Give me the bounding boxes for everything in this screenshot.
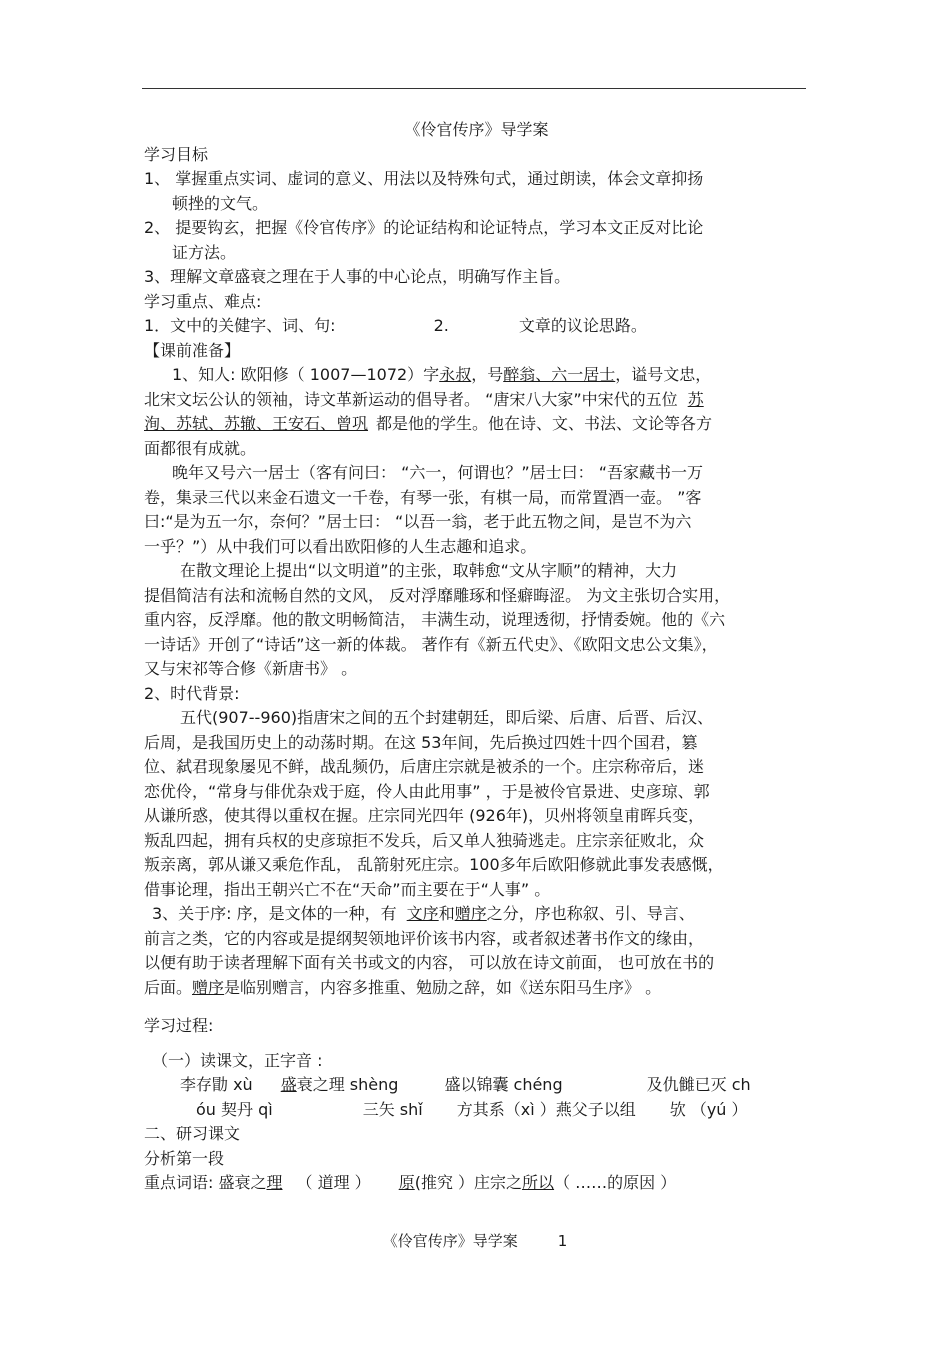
liuyi-line-4: 一乎？”）从中我们可以看出欧阳修的人生志趣和追求。 xyxy=(144,536,537,556)
page-number: 1 xyxy=(557,1232,568,1250)
prose-line-4: 一诗话》开创了“诗话”这一新的体裁。 著作有《新五代史》、《欧阳文忠公文集》， xyxy=(144,634,718,654)
key-points xyxy=(144,314,809,339)
liuyi-line-2: 卷，集录三代以来金石遗文一千卷，有琴一张，有棋一局，而常置酒一壶。 ”客 xyxy=(144,487,702,507)
author-line-3: 洵、苏轼、苏辙、王安石、曾巩 都是他的学生。他在诗、文、书法、文论等各方 xyxy=(144,414,713,433)
vocab-yuan: 原 xyxy=(398,1173,415,1192)
era-line-5: 从谦所惑，使其得以重权在握。庄宗同光四年 (926年)，贝州将领皇甫晖兵变， xyxy=(144,806,705,825)
page-footer xyxy=(0,1230,950,1251)
goals-heading: 学习目标 xyxy=(144,144,209,164)
author-line-1: 1、知人: 欧阳修（ 1007—1072）字永叔，号醉翁、六一居士，谥号文忠， xyxy=(172,365,712,384)
document-body xyxy=(144,118,809,1196)
prose-line-3: 重内容，反浮靡。他的散文明畅简洁， 丰满生动，说理透彻，抒情委婉。他的《六 xyxy=(144,610,726,629)
key-point-2: 文章的议论思路。 xyxy=(518,316,647,335)
key-point-2-num: 2. xyxy=(433,316,449,335)
era-line-4: 恋优伶，“常身与俳优杂戏于庭，伶人由此用事” ，于是被伶官景进、史彦琼、郭 xyxy=(144,781,710,801)
zengxu: 赠序 xyxy=(454,904,487,923)
era-line-6: 叛乱四起，拥有兵权的史彦琼拒不发兵，后又单人独骑逃走。庄宗亲征败北，众 xyxy=(144,830,705,850)
goal-1-line-1: 1、 掌握重点实词、虚词的意义、用法以及特殊句式，通过朗读，体会文章抑扬 xyxy=(144,169,704,188)
author-line-4: 面都很有成就。 xyxy=(144,438,257,458)
study-heading: 二、研习课文 xyxy=(144,1124,241,1143)
liuyi-line-1: 晚年又号六一居士（客有问曰： “六一，何谓也？”居士曰： “吾家藏书一万 xyxy=(172,463,704,482)
prose-line-5: 又与宋祁等合修《新唐书》 。 xyxy=(144,659,358,678)
goal-3: 3、理解文章盛衰之理在于人事的中心论点，明确写作主旨。 xyxy=(144,267,571,286)
page-title: 《伶官传序》导学案 xyxy=(404,120,549,139)
vocab-li: 理 xyxy=(266,1173,283,1192)
key-heading: 学习重点、难点: xyxy=(144,291,262,311)
goal-2-line-1: 2、 提要钩玄，把握《伶官传序》的论证结构和论证特点，学习本文正反对比论 xyxy=(144,218,704,237)
era-line-2: 后周，是我国历史上的动荡时期。在这 53年间，先后换过四姓十四个国君，篡 xyxy=(144,732,698,752)
vocab-suoyi: 所以 xyxy=(522,1173,555,1192)
footer-title: 《伶官传序》导学案 xyxy=(382,1232,518,1250)
read-heading: （一）读课文，正字音 : xyxy=(152,1050,323,1070)
pronunciation-line-2: óu 契丹 qì 三矢 shǐ 方其系（xì ）燕父子以组 欤 （yú ） xyxy=(196,1099,748,1119)
preface-line-3: 以便有助于读者理解下面有关书或文的内容， 可以放在诗文前面， 也可放在书的 xyxy=(144,953,715,972)
para1-heading: 分析第一段 xyxy=(144,1148,225,1168)
liuyi-line-3: 曰:“是为五一尔，奈何？”居士曰： “以吾一翁，老于此五物之间，是岂不为六 xyxy=(144,512,692,531)
process-heading: 学习过程: xyxy=(144,1016,214,1035)
prose-line-2: 提倡简洁有法和流畅自然的文风， 反对浮靡雕琢和怪癖晦涩。 为文主张切合实用， xyxy=(144,585,731,605)
pronunciation-line-1: 李存勖 xù 盛衰之理 shèng 盛以锦囊 chéng 及仇雠已灭 ch xyxy=(180,1075,751,1094)
prep-heading: 【课前准备】 xyxy=(144,340,241,360)
header-rule xyxy=(142,88,806,89)
era-heading: 2、时代背景: xyxy=(144,683,240,703)
preface-line-2: 前言之类，它的内容或是提纲契领地评价该书内容，或者叙述著书作文的缘由， xyxy=(144,928,705,948)
prose-line-1: 在散文理论上提出“以文明道”的主张，取韩愈“文从字顺”的精神，大力 xyxy=(180,561,678,580)
key-point-1: 1．文中的关健字、词、句: xyxy=(144,316,336,335)
era-line-8: 借事论理，指出王朝兴亡不在“天命”而主要在于“人事” 。 xyxy=(144,879,551,899)
era-line-3: 位、弑君现象屡见不鲜，战乱频仍，后唐庄宗就是被杀的一个。庄宗称帝后，迷 xyxy=(144,757,705,776)
courtesy-name: 永叔 xyxy=(439,365,472,384)
art-name: 醉翁、六一居士 xyxy=(503,365,616,384)
vocab-line: 重点词语: 盛衰之理 （ 道理 ） 原(推究 ）庄宗之所以（ ……的原因 ） xyxy=(144,1173,677,1192)
zengxu-2: 赠序 xyxy=(192,977,225,997)
author-line-2: 北宋文坛公认的领袖，诗文革新运动的倡导者。 “唐宋八大家”中宋代的五位 苏 xyxy=(144,389,704,409)
goal-2-line-2: 证方法。 xyxy=(172,242,237,262)
goal-1-line-2: 顿挫的文气。 xyxy=(172,193,269,213)
era-line-7: 叛亲离，郭从谦又乘危作乱， 乱箭射死庄宗。100多年后欧阳修就此事发表感慨， xyxy=(144,855,724,874)
wenxu: 文序 xyxy=(406,904,439,923)
preface-line-4: 后面。赠序是临别赠言，内容多推重、勉励之辞，如《送东阳马生序》 。 xyxy=(144,977,662,997)
preface-line-1: 3、关于序: 序，是文体的一种，有 文序和赠序之分，序也称叙、引、导言、 xyxy=(152,904,695,923)
sheng-char: 盛 xyxy=(280,1075,297,1094)
five-disciples: 洵、苏轼、苏辙、王安石、曾巩 xyxy=(144,414,369,433)
era-line-1: 五代(907--960)指唐宋之间的五个封建朝廷，即后梁、后唐、后晋、后汉、 xyxy=(180,708,714,727)
